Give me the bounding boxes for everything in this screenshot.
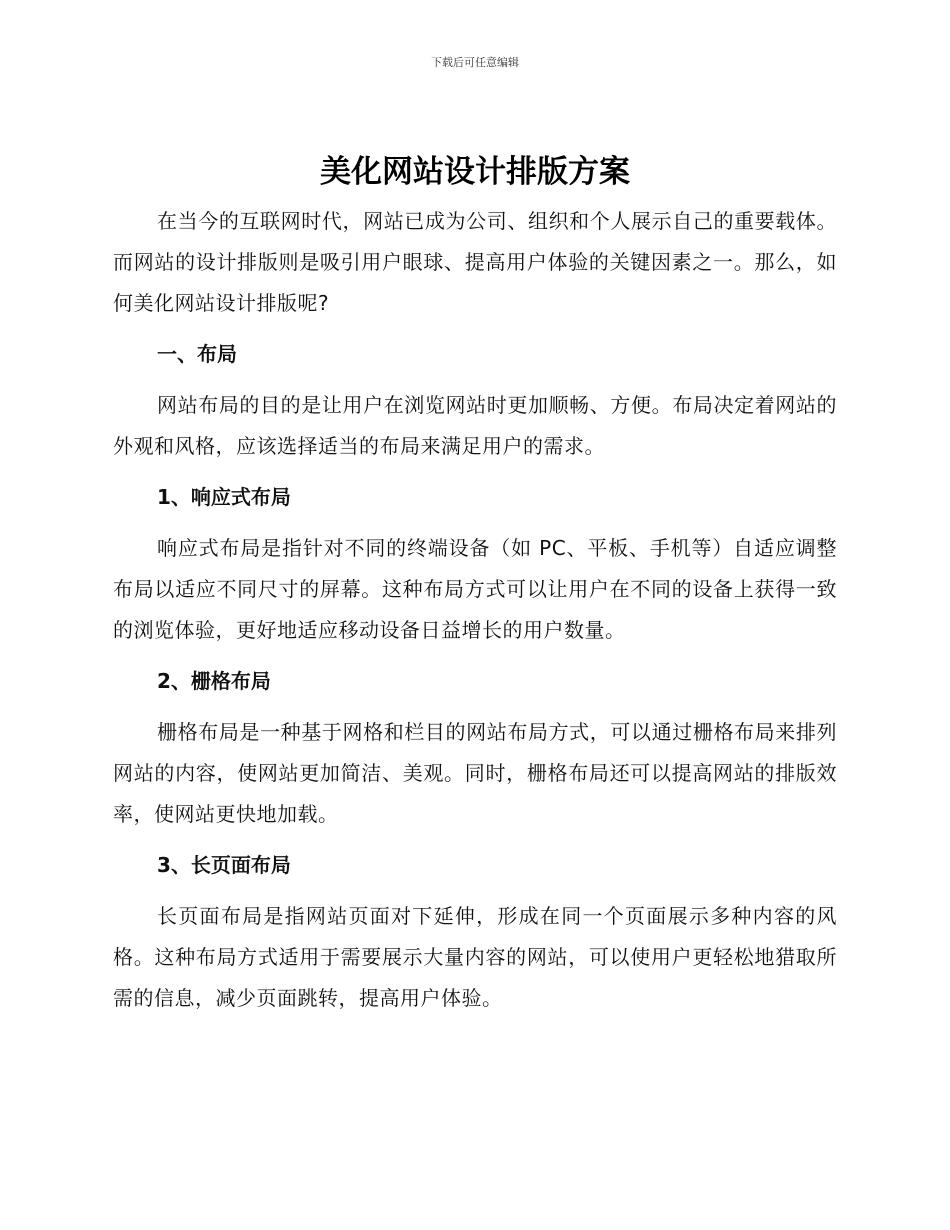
section-heading-layout: 一、布局: [157, 342, 237, 366]
subsection-heading-responsive: 1、响应式布局: [157, 485, 291, 509]
subsection-heading-long-page: 3、长页面布局: [157, 853, 291, 877]
subsection-responsive-paragraph: 响应式布局是指针对不同的终端设备（如 PC、平板、手机等）自适应调整布局以适应不同尺寸的屏幕。这种布局方式可以让用户在不同的设备上获得一致的浏览体验，更好地适应移动设备日益增长的用户数量。: [113, 536, 837, 642]
document-title: 美化网站设计排版方案: [320, 154, 630, 190]
intro-paragraph: 在当今的互联网时代，网站已成为公司、组织和个人展示自己的重要载体。而网站的设计排版则是吸引用户眼球、提高用户体验的关键因素之一。那么，如何美化网站设计排版呢?: [113, 209, 837, 315]
subsection-long-page-paragraph: 长页面布局是指网站页面对下延伸，形成在同一个页面展示多种内容的风格。这种布局方式适用于需要展示大量内容的网站，可以使用户更轻松地猎取所需的信息，减少页面跳转，提高用户体验。: [113, 904, 837, 1010]
document-body: [113, 201, 837, 1019]
subsection-heading-grid: 2、栅格布局: [157, 669, 271, 693]
section-layout-paragraph: 网站布局的目的是让用户在浏览网站时更加顺畅、方便。布局决定着网站的外观和风格，应该选择适当的布局来满足用户的需求。: [113, 393, 837, 458]
subsection-grid-paragraph: 栅格布局是一种基于网格和栏目的网站布局方式，可以通过栅格布局来排列网站的内容，使网站更加简洁、美观。同时，栅格布局还可以提高网站的排版效率，使网站更快地加载。: [113, 720, 837, 826]
header-note: 下载后可任意编辑: [431, 56, 519, 69]
